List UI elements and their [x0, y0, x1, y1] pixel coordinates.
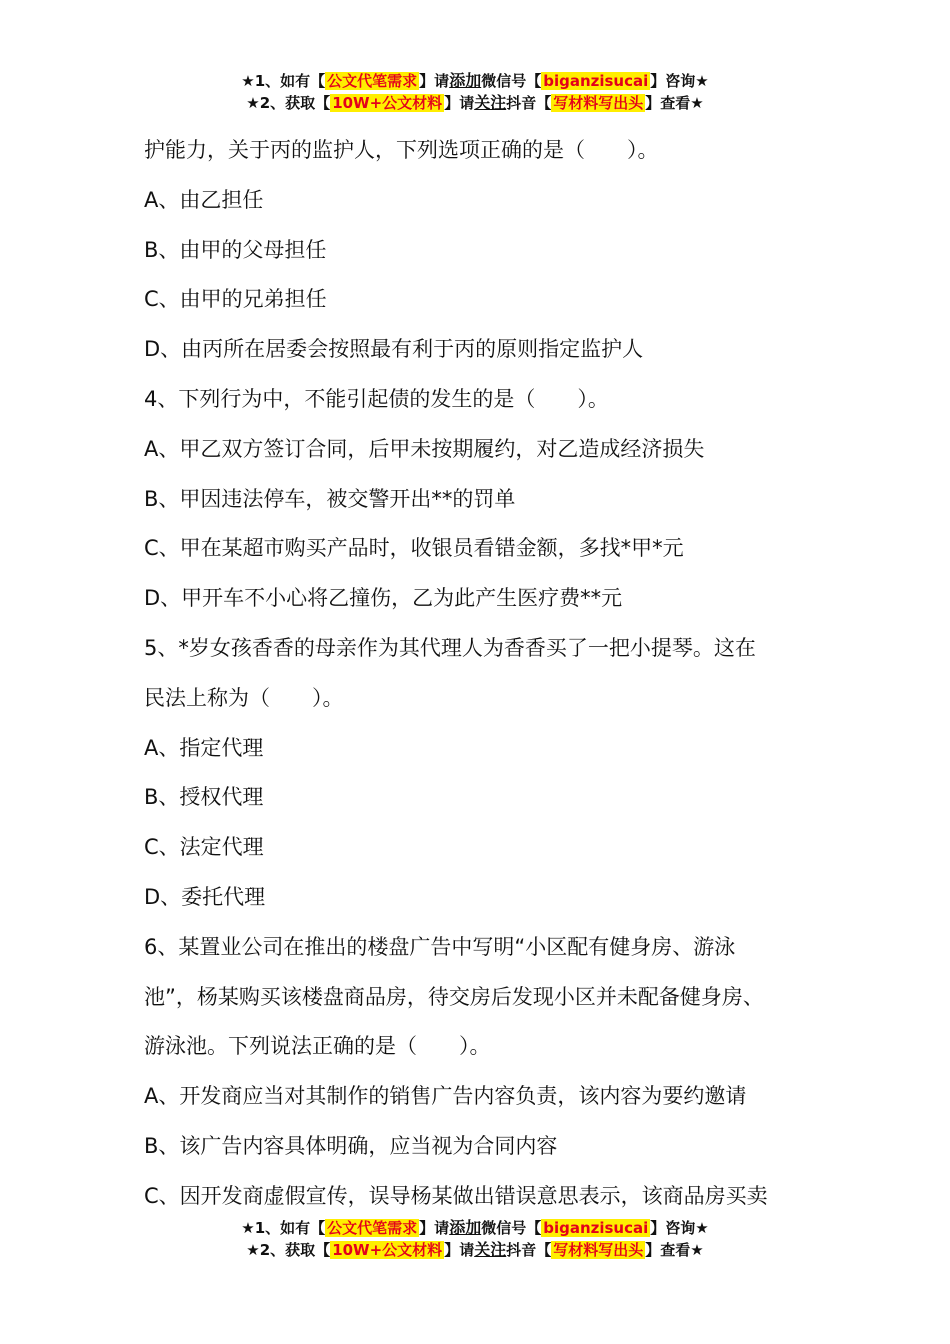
- option-text: A、由乙担任: [144, 187, 264, 212]
- banner-line-1: [0, 70, 950, 92]
- banner-text: 】请: [419, 1219, 450, 1237]
- question-text: 池”，杨某购买该楼盘商品房，待交房后发现小区并未配备健身房、: [144, 984, 764, 1009]
- question-text: 5、*岁女孩香香的母亲作为其代理人为香香买了一把小提琴。这在: [144, 635, 756, 660]
- option-text: A、指定代理: [144, 735, 264, 760]
- banner-highlight: 10W+公文材料: [332, 1241, 443, 1259]
- banner-emphasis: 添加: [449, 1218, 482, 1237]
- question-text: 4、下列行为中，不能引起债的发生的是（ ）。: [144, 386, 609, 411]
- option-text: A、开发商应当对其制作的销售广告内容负责，该内容为要约邀请: [144, 1084, 747, 1109]
- banner-line-1: [0, 1217, 950, 1239]
- banner-text: ★2、获取【: [246, 1241, 331, 1259]
- option-text: A、甲乙双方签订合同，后甲未按期履约，对乙造成经济损失: [144, 436, 705, 461]
- banner-highlight: biganzisucai: [543, 72, 649, 90]
- banner-highlight: 写材料写出头: [553, 94, 644, 112]
- banner-emphasis: 关注: [474, 93, 507, 112]
- question-text: 6、某置业公司在推出的楼盘广告中写明“小区配有健身房、游泳: [144, 934, 736, 959]
- banner-line-2: [0, 1239, 950, 1261]
- option-text: C、因开发商虚假宣传，误导杨某做出错误意思表示，该商品房买卖: [144, 1183, 768, 1208]
- banner-text: 微信号【: [481, 1219, 542, 1237]
- banner-highlight: biganzisucai: [543, 1219, 649, 1237]
- banner-line-2: [0, 92, 950, 114]
- banner-text: 】请: [419, 72, 450, 90]
- banner-text: 抖音【: [506, 1241, 552, 1259]
- banner-highlight: 写材料写出头: [553, 1241, 644, 1259]
- footer-banner: [0, 1217, 950, 1261]
- option-text: B、授权代理: [144, 785, 264, 810]
- banner-emphasis: 添加: [449, 71, 482, 90]
- banner-text: 】咨询★: [650, 72, 709, 90]
- question-text: 游泳池。下列说法正确的是（ ）。: [144, 1034, 491, 1059]
- banner-highlight: 10W+公文材料: [332, 94, 443, 112]
- option-text: C、法定代理: [144, 835, 264, 860]
- banner-text: 】咨询★: [650, 1219, 709, 1237]
- option-text: C、甲在某超市购买产品时，收银员看错金额，多找*甲*元: [144, 536, 684, 561]
- option-text: D、甲开车不小心将乙撞伤，乙为此产生医疗费**元: [144, 586, 623, 611]
- banner-text: 】请: [444, 94, 475, 112]
- banner-text: 微信号【: [481, 72, 542, 90]
- option-text: C、由甲的兄弟担任: [144, 287, 327, 312]
- banner-emphasis: 关注: [474, 1240, 507, 1259]
- option-text: B、由甲的父母担任: [144, 237, 327, 262]
- option-text: B、甲因违法停车，被交警开出**的罚单: [144, 486, 516, 511]
- option-text: D、委托代理: [144, 884, 266, 909]
- banner-text: 】查看★: [645, 94, 704, 112]
- banner-text: ★1、如有【: [241, 1219, 326, 1237]
- option-text: D、由丙所在居委会按照最有利于丙的原则指定监护人: [144, 337, 644, 362]
- banner-text: ★1、如有【: [241, 72, 326, 90]
- question-text: 民法上称为（ ）。: [144, 685, 344, 710]
- banner-text: 】查看★: [645, 1241, 704, 1259]
- document-body: [144, 126, 824, 1222]
- header-banner: [0, 70, 950, 114]
- banner-highlight: 公文代笔需求: [327, 72, 418, 90]
- banner-highlight: 公文代笔需求: [327, 1219, 418, 1237]
- option-text: B、该广告内容具体明确，应当视为合同内容: [144, 1133, 558, 1158]
- banner-text: 抖音【: [506, 94, 552, 112]
- banner-text: 】请: [444, 1241, 475, 1259]
- question-text: 护能力，关于丙的监护人，下列选项正确的是（ ）。: [144, 138, 659, 162]
- banner-text: ★2、获取【: [246, 94, 331, 112]
